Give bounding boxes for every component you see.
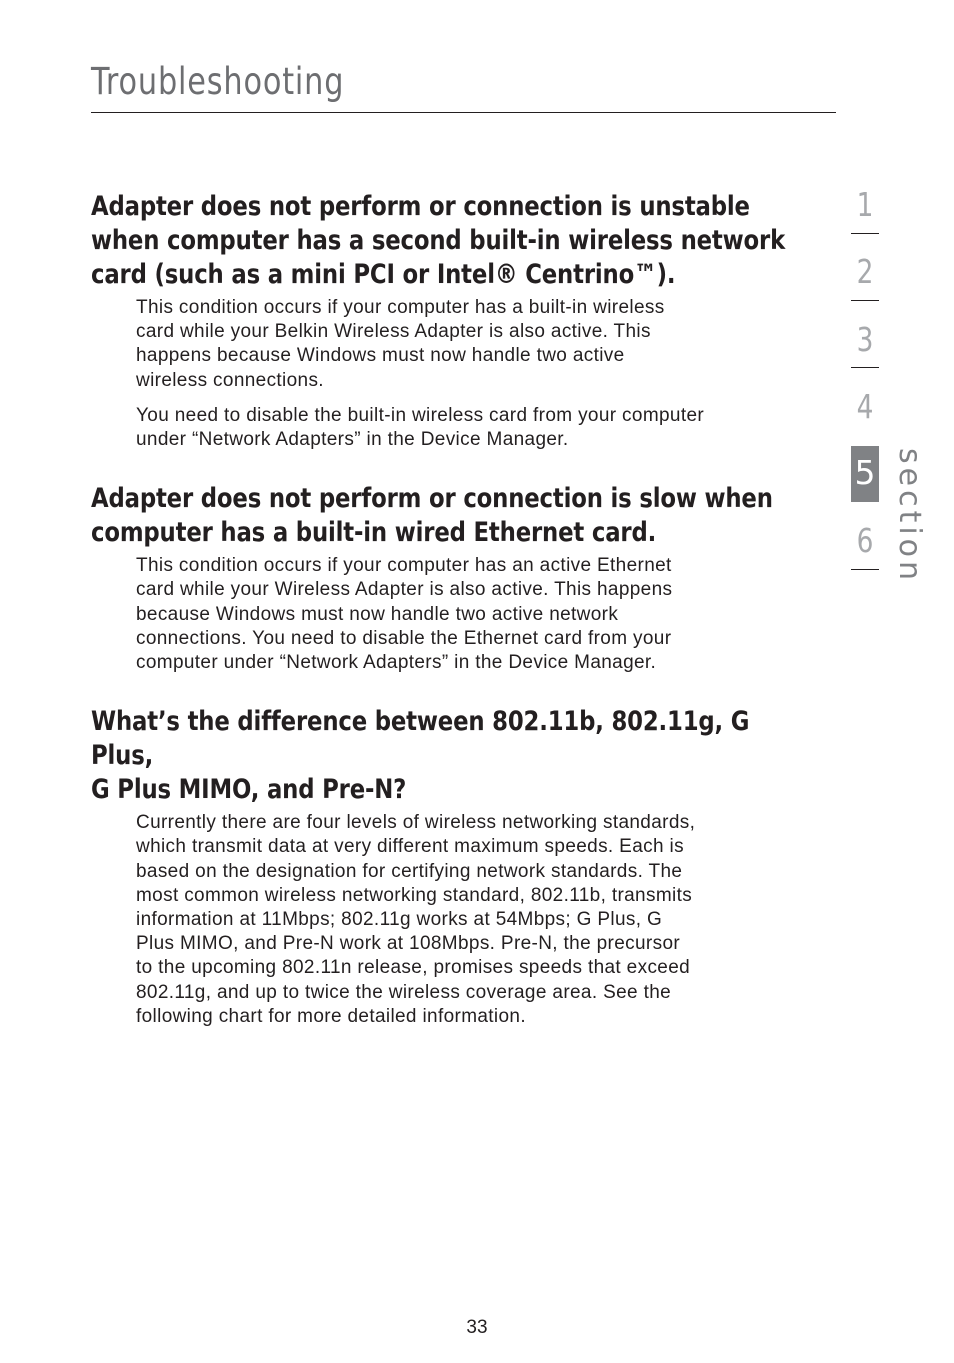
section-unstable-connection — [91, 190, 801, 452]
section-slow-connection — [91, 482, 801, 675]
paragraph: Currently there are four levels of wireless networking standards, which transmit data at very different maximum speeds. Each is based on the designation for certifying network standards. The most common wireless networking standard, 802.11b, transmits information at 11Mbps; 802.11g works at 54Mbps; G Plus, G Plus MIMO, and Pre-N work at 108Mbps. Pre-N, the precursor to the upcoming 802.11n release, promises speeds that exceed 802.11g, and up to twice the wireless coverage area. See the following chart for more detailed information. — [136, 812, 696, 1027]
section-wireless-standards — [91, 705, 801, 1029]
paragraph: This condition occurs if your computer has an active Ethernet card while your Wireless Adapter is also active. This happens because Windows must now handle two active network connections. You need to disable the Ethernet card from your computer under “Network Adapters” in the Device Manager. — [136, 555, 673, 674]
main-content — [91, 190, 801, 1059]
section-label: section — [892, 448, 927, 585]
section-tab-5-active[interactable]: 5 — [851, 446, 879, 502]
section-heading: Adapter does not perform or connection is unstable when computer has a second built-in wireless network card (such as a mini PCI or Intel® Centrino™). — [91, 191, 786, 290]
section-tab-1[interactable]: 1 — [856, 185, 874, 224]
section-tab-4[interactable]: 4 — [856, 387, 874, 426]
section-divider — [851, 367, 879, 368]
section-tab-3[interactable]: 3 — [856, 320, 874, 359]
section-divider — [851, 300, 879, 301]
section-divider — [851, 233, 879, 234]
section-tab-2[interactable]: 2 — [856, 252, 874, 291]
page-number: 33 — [466, 1317, 488, 1338]
paragraph: You need to disable the built-in wireless card from your computer under “Network Adapters” in the Device Manager. — [136, 404, 705, 451]
section-tab-6[interactable]: 6 — [856, 521, 874, 560]
section-heading: Adapter does not perform or connection is slow when computer has a built-in wired Ethernet card. — [91, 483, 773, 549]
page-header-title: Troubleshooting — [91, 60, 345, 103]
section-divider — [851, 569, 879, 570]
section-heading: What’s the difference between 802.11b, 802.11g, G Plus, G Plus MIMO, and Pre-N? — [91, 706, 750, 806]
paragraph: This condition occurs if your computer has a built-in wireless card while your Belkin Wireless Adapter is also active. This happens because Windows must now handle two active wireless connections. — [136, 297, 665, 391]
header-divider — [91, 112, 836, 113]
